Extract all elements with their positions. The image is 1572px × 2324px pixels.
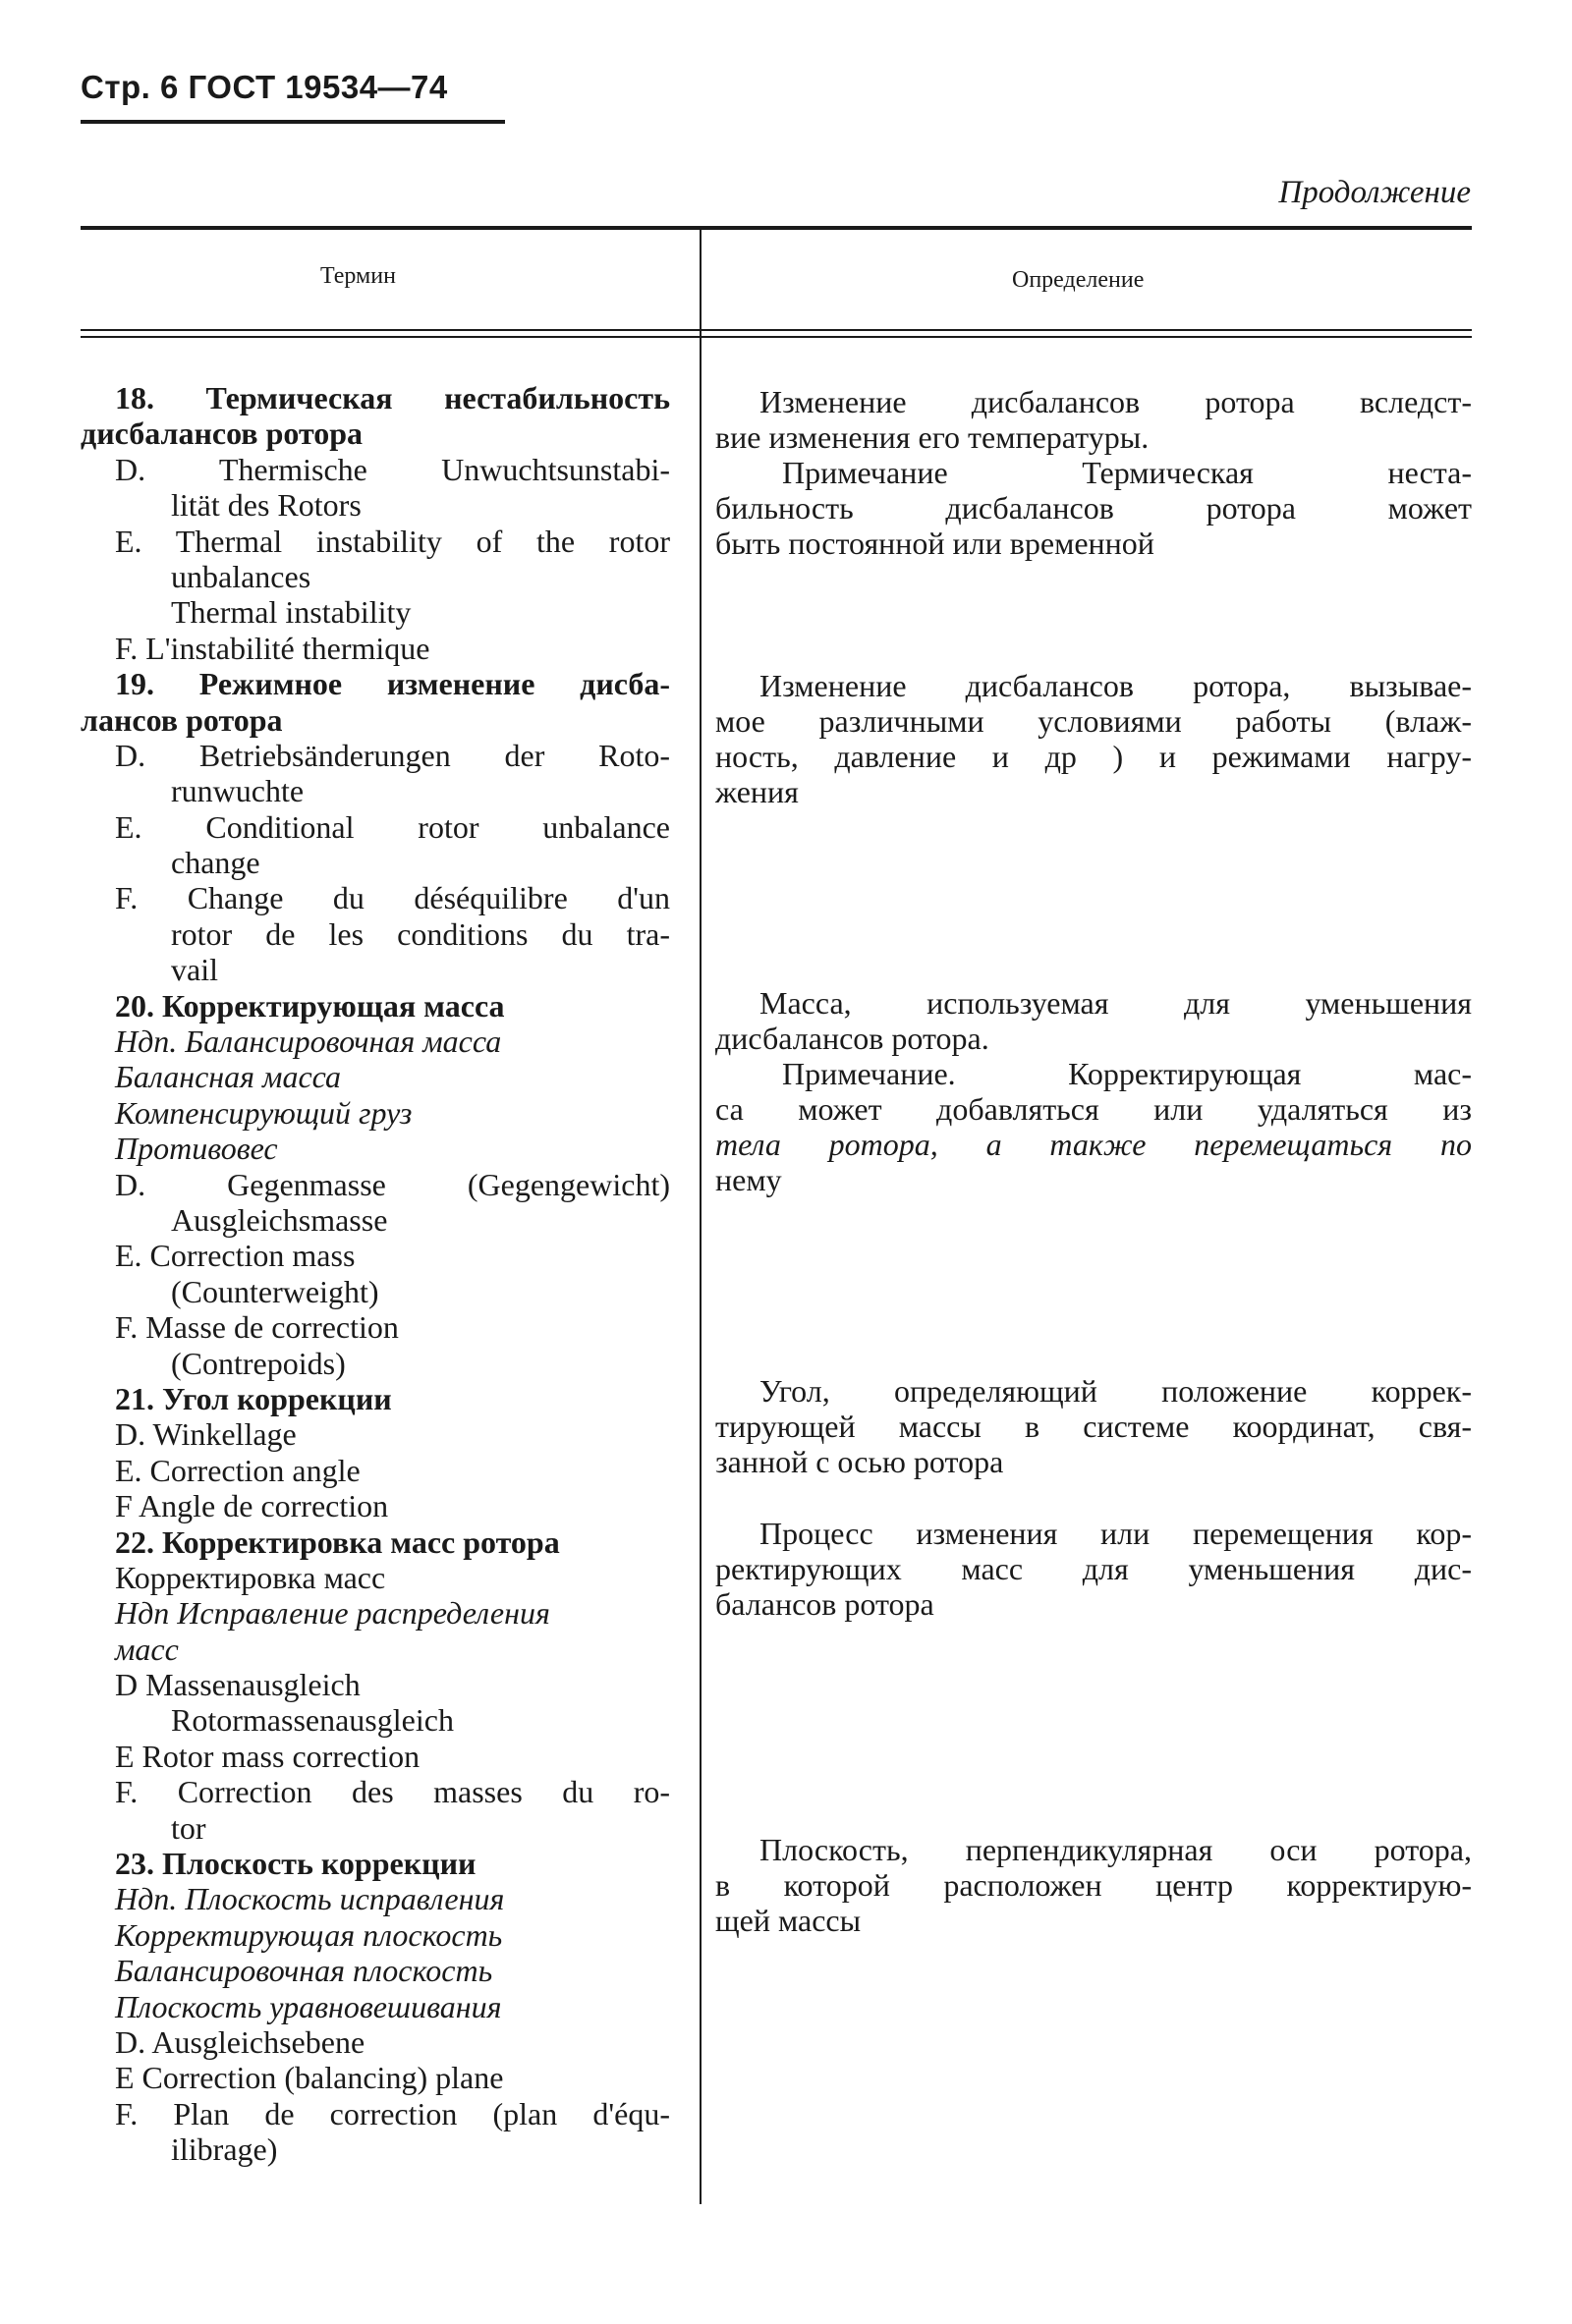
definition-note: Примечание. Корректирующая мас- [782,1056,1472,1091]
definition-line: тирующей массы в системе координат, свя- [715,1409,1472,1444]
definition-21 [715,1373,1472,1479]
table-header-rule-1 [81,329,1472,331]
definition-23 [715,1832,1472,1938]
definition-19 [715,668,1472,809]
definition-note-line: нему [715,1162,782,1197]
term-title-cont: лансов ротора [81,701,283,738]
term-english: E. Correction mass [115,1238,356,1274]
term-french: F Angle de correction [115,1488,389,1524]
term-french: F. Plan de correction (plan d'équ- [115,2095,670,2131]
definition-line: в которой расположен центр корректирую- [715,1867,1472,1903]
term-english-cont: unbalances [171,558,311,594]
definition-line: Масса, используемая для уменьшения [759,985,1472,1021]
term-french-cont: tor [171,1809,206,1846]
term-title: 22. Корректировка масс ротора [115,1523,560,1560]
term-german: D. Thermische Unwuchtsunstabi- [115,451,670,487]
definition-line: Изменение дисбалансов ротора, вызывае- [759,668,1472,703]
term-synonym: Корректировка масс [115,1559,386,1595]
term-not-recommended: Балансировочная плоскость [115,1953,493,1989]
page-header: Стр. 6 ГОСТ 19534—74 [81,69,448,105]
definition-line: Угол, определяющий положение коррек- [759,1373,1472,1409]
definition-line: занной с осью ротора [715,1444,1004,1479]
definition-note-line: тела ротора, а также перемещаться по [715,1127,1472,1162]
term-23 [81,1846,670,2168]
definition-line: балансов ротора [715,1586,934,1622]
table-header-rule-2 [81,336,1472,338]
table-top-rule [81,226,1472,230]
definition-20 [715,985,1472,1197]
definition-line: Плоскость, перпендикулярная оси ротора, [759,1832,1472,1867]
term-title: 19. Режимное изменение дисба- [115,666,670,702]
term-not-recommended: Корректирующая плоскость [115,1916,503,1953]
term-title: 20. Корректирующая масса [115,987,505,1024]
terms-column [81,380,670,2168]
term-english-synonym: Thermal instability [171,594,412,631]
header-underline [81,120,505,124]
term-title-cont: дисбалансов ротора [81,415,364,452]
term-english: E. Correction angle [115,1452,361,1488]
term-english: E Correction (balancing) plane [115,2060,504,2096]
term-21 [81,1381,670,1524]
term-18 [81,380,670,666]
term-german-cont: lität des Rotors [171,487,362,524]
definition-line: ность, давление и др ) и режимами нагру- [715,739,1472,774]
term-title: 23. Плоскость коррекции [115,1846,477,1882]
definition-line: жения [715,774,799,809]
term-german: D. Betriebsänderungen der Roto- [115,737,670,773]
term-not-recommended: Компенсирующий груз [115,1094,413,1131]
term-english: E Rotor mass correction [115,1738,421,1774]
term-english-cont: (Counterweight) [171,1273,379,1309]
term-french: F. Change du déséquilibre d'un [115,880,670,916]
term-not-recommended: Ндп. Балансировочная масса [115,1024,502,1060]
definition-line: вие изменения его температуры. [715,419,1150,455]
term-french-cont: vail [171,952,218,988]
term-french: F. Correction des masses du ro- [115,1774,670,1810]
definition-note-line: са может добавляться или удаляться из [715,1091,1472,1127]
definition-line: Изменение дисбалансов ротора вследст- [759,384,1472,419]
term-german-cont: runwuchte [171,773,305,809]
term-english: E. Thermal instability of the rotor [115,523,670,559]
term-not-recommended-cont: масс [115,1631,179,1667]
definition-line: мое различными условиями работы (влаж- [715,703,1472,739]
term-title: 18. Термическая нестабильность [115,380,670,415]
definition-line: дисбалансов ротора. [715,1021,989,1056]
term-french: F. L'instabilité thermique [115,630,430,666]
column-header-definition: Определение [1012,267,1145,293]
term-german: D Massenausgleich [115,1667,361,1703]
term-not-recommended: Балансная масса [115,1059,342,1095]
term-german: D. Winkellage [115,1416,297,1453]
term-german: D. Ausgleichsebene [115,2023,365,2060]
term-not-recommended: Противовес [115,1131,278,1167]
term-19 [81,666,670,988]
term-20 [81,988,670,1381]
definition-line: щей массы [715,1903,862,1938]
term-german-synonym: Ausgleichsmasse [171,1201,388,1238]
definition-line: Процесс изменения или перемещения кор- [759,1516,1472,1551]
term-title: 21. Угол коррекции [115,1380,392,1416]
term-french-cont: ilibrage) [171,2131,278,2168]
term-french-cont: rotor de les conditions du tra- [171,915,670,952]
definition-18 [715,384,1472,561]
definition-line: ректирующих масс для уменьшения дис- [715,1551,1472,1586]
definition-note-line: бильность дисбалансов ротора может [715,490,1472,526]
column-divider [700,230,702,2204]
term-english-cont: change [171,845,260,881]
term-french: F. Masse de correction [115,1309,399,1346]
term-not-recommended: Ндп. Плоскость исправления [115,1881,505,1917]
term-german-synonym: Rotormassenausgleich [171,1702,454,1739]
definition-note-line: быть постоянной или временной [715,526,1154,561]
term-french-cont: (Contrepoids) [171,1345,346,1381]
term-not-recommended: Ндп Исправление распределения [115,1595,550,1632]
term-22 [81,1524,670,1847]
definition-22 [715,1516,1472,1622]
continuation-label: Продолжение [1278,175,1471,210]
term-not-recommended: Плоскость уравновешивания [115,1988,502,2024]
term-german: D. Gegenmasse (Gegengewicht) [115,1166,670,1202]
term-english: E. Conditional rotor unbalance [115,808,670,845]
column-header-term: Термин [320,263,396,289]
definition-note: Примечание Термическая неста- [782,455,1472,490]
